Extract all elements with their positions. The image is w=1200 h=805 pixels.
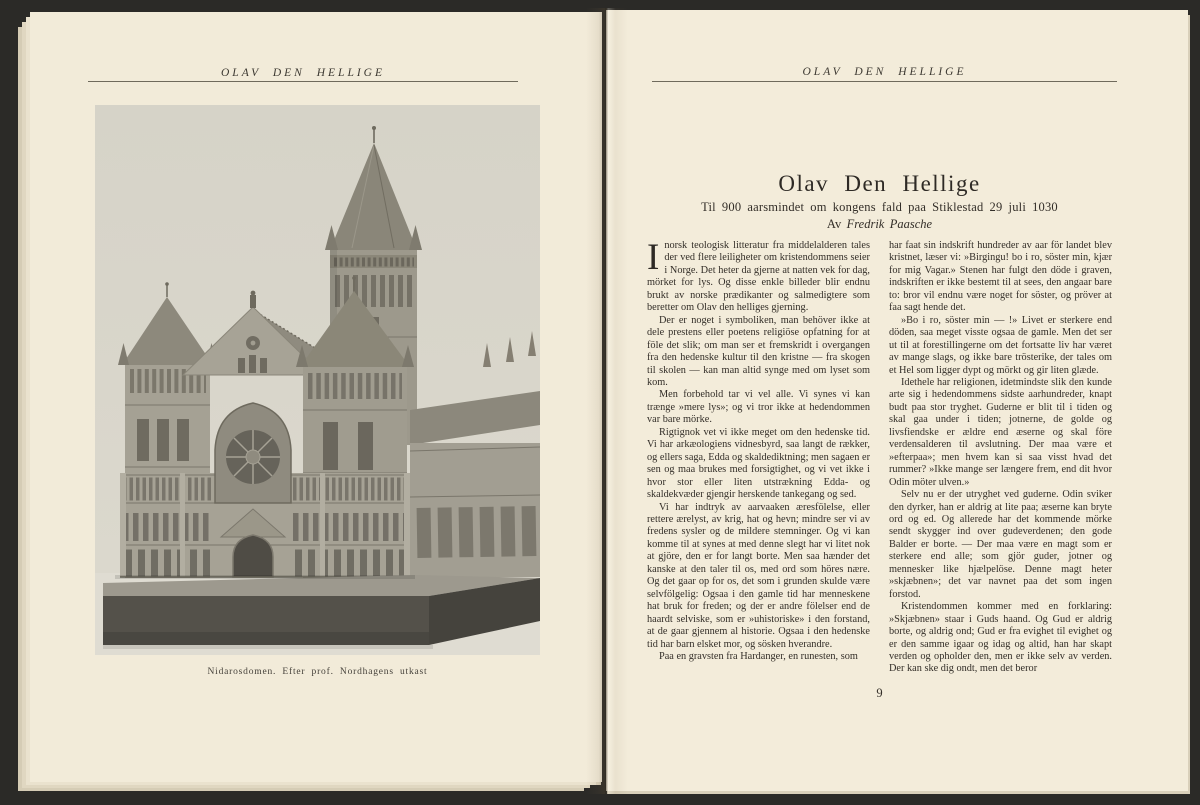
paragraph: Vi har indtryk av aarvaaken æresfölelse, eller rettere ærelyst, av krig, hat og hevn; mindre ser vi av fredens sysler og de mildere stemninger. Og vi kan komme til at synes at med denne slegt har vi litet nok at gjöre, den er for langt borte. Men saa hænder det kanske at den taler til os, med ord som höres nære. Og det gaar op for os, det som i grunden skulde være selvfölgelig: Ogsaa i den gamle tid har menneskene hat bruk for freden; og der er andre fölelser end de haardt selviske, som er »uhistoriske» i den forstand, at de gaar gjennem al historie. Ogsaa i den hedenske tid har barn elsket mor, og sösken hverandre. [647, 501, 870, 650]
paragraph: Men forbehold tar vi vel alle. Vi synes vi kan trænge »mere lys»; og vi tror ikke at hedendommen var bare mörke. [647, 389, 870, 426]
article-title: Olav Den Hellige [778, 171, 981, 196]
paragraph: Idethele har religionen, idetmindste slik den kunde arte sig i hedendommens sidste aarhundreder, knapt budt paa stor tryghet. Guderne er blit til i tiden og skal gaa under i tiden; jotnerne, de golde og livsfiendske er ældre end æserne og skal före verdensalderen til avslutning. Der maa være et »efterpaa»; men hvem kan si saa visst hvad det rummer? »Ikke mange ser længere frem, end dit hvor Odin möter ulven.» [889, 376, 1112, 488]
paragraph: Inorsk teologisk litteratur fra middelalderen tales der ved flere leiligheter om kristendommens seier i Norge. Det heter da gjerne at natten vek for dag, mörket for lys. Og disse enkle billeder blir endnu brukt av norske prædikanter og salmedigtere som beretter om Olav den helliges gjerning. [647, 240, 870, 314]
byline-author: Fredrik Paasche [846, 217, 933, 231]
text-column-1 [647, 240, 870, 680]
left-page [30, 12, 602, 782]
paragraph: Der er noget i symboliken, man behöver ikke at dele prestens eller poetens religiöse opfatning for at föle det slik; om man ser et fremskridt i overgangen fra den hedenske kultur til den kristne — fra skogen til skolen — kan man altid synge med om lyset som kom. [647, 314, 870, 388]
byline-prefix: Av [826, 217, 842, 231]
article-subtitle: Til 900 aarsmindet om kongens fald paa Stiklestad 29 juli 1030 [701, 200, 1058, 214]
page-number: 9 [876, 686, 883, 700]
cathedral-figure [95, 105, 540, 655]
running-head-right: OLAV DEN HELLIGE [802, 66, 967, 78]
paragraph: Paa en gravsten fra Hardanger, en runesten, som [659, 650, 858, 662]
header-rule-right [652, 81, 1117, 82]
drop-cap: I [647, 240, 660, 278]
right-page [606, 10, 1188, 791]
paragraph: Selv nu er der utryghet ved guderne. Odin sviker den dyrker, han er aldrig at lite paa; æserne kan bryte ord og ed. Og allerede har det kommende mörke sendt skygger ind over gudeverdenen; den gode Balder er borte. — Der maa være en magt som er sterkere end alle; som gjör guder, jotner og mennesker like hjælpelöse. Denne magt heter »skjæbnen»; det var navnet paa det som ingen forstod. [889, 489, 1112, 600]
paragraph: »Bo i ro, söster min — !» Livet er sterkere end döden, saa meget visste ogsaa de gamle. Men det ser ut til at forestillingerne om det fortsatte liv har været av mange slags, og ikke bare trösterike, der tales om et Hel som ligger dypt og mörkt og gir liten glæde. [889, 314, 1112, 376]
paragraph: har faat sin indskrift hundreder av aar för landet blev kristnet, læser vi: »Birgingu! bo i ro, söster min, kjær for mig Vagar.» Stenen har fulgt den döde i graven, indskriften er ikke bestemt til at sees, den angaar bare to: bror vil endnu være noget for söster, og pröver at faa sagt hende det. [889, 240, 1112, 314]
byline [647, 217, 1112, 232]
header-rule-left [88, 81, 518, 82]
text-column-2 [889, 240, 1112, 680]
paragraph: Rigtignok vet vi ikke meget om den hedenske tid. Vi har arkæologiens vidnesbyrd, saa langt de rækker, og ellers saga, Edda og skaldediktning; men sagaen er sen og maa brukes med forsigtighet, og vi vet ikke i hvor stor eller liten utstrækning Edda- og skaldekvæder gjengir herskende tankegang og sed. [647, 426, 870, 501]
paragraph: Kristendommen kommer med en forklaring: »Skjæbnen» staar i Guds haand. Og Gud er aldrig borte, og aldrig ond; Gud er fra evighet til evighet og er den samme igaar og idag og altid, han har skapt verden og opholder den, men er ikke selv av verden. Der kan ske dig ondt, men det beror [889, 601, 1112, 675]
running-head-left: OLAV DEN HELLIGE [221, 67, 385, 79]
figure-caption: Nidarosdomen. Efter prof. Nordhagens utkast [207, 667, 428, 677]
nidaros-cathedral-photo [95, 105, 540, 655]
text-columns [647, 240, 1113, 680]
